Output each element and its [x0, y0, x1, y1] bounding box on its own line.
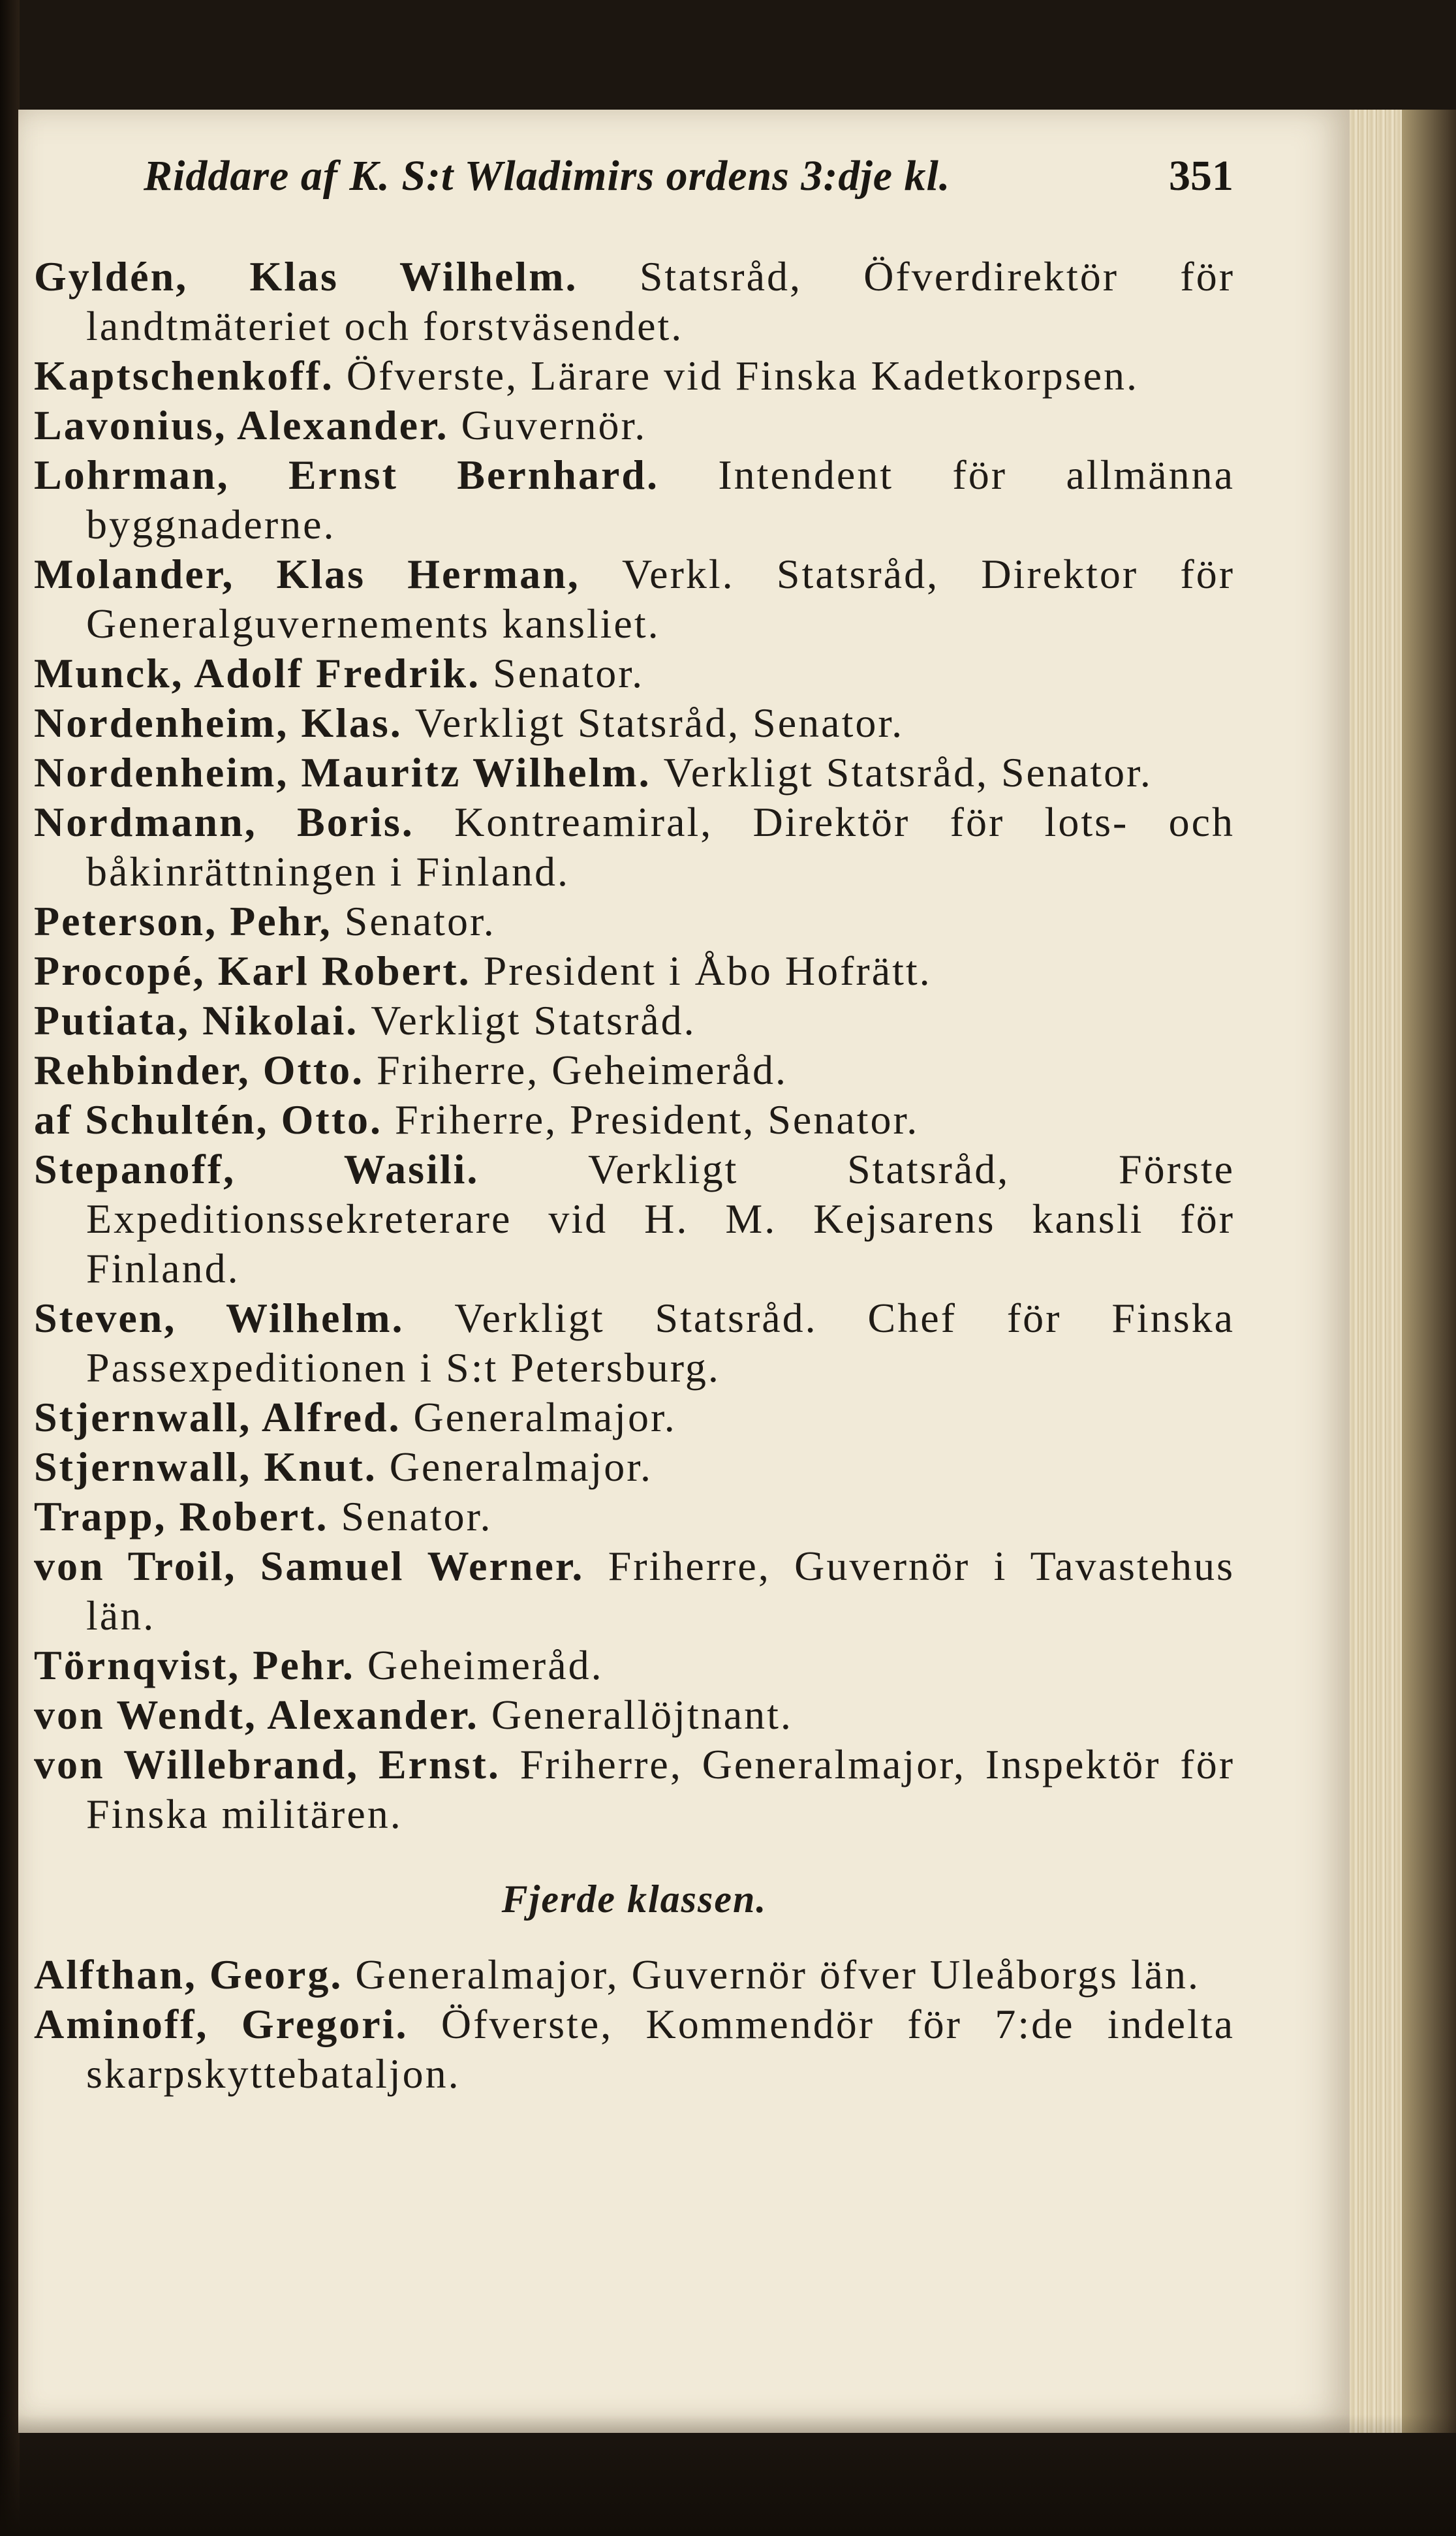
entry-description: Senator. — [493, 650, 645, 696]
entry-name: Nordenheim, Klas. — [34, 700, 403, 746]
entry-description: Öfverste, Lärare vid Finska Kadetkorpsen. — [346, 352, 1139, 399]
entry — [34, 1950, 1235, 2000]
entry-description: Guvernör. — [461, 402, 647, 448]
entry-name: Putiata, Nikolai. — [34, 997, 359, 1044]
entry — [34, 1541, 1235, 1641]
entry-description: Verkligt Statsråd, Senator. — [663, 749, 1153, 796]
entry-description: Friherre, Geheimeråd. — [377, 1047, 788, 1093]
entry-name: Törnqvist, Pehr. — [34, 1642, 355, 1688]
entry-description: Statsråd, Öfverdirektör för landtmäteriet och forstväsendet. — [86, 253, 1235, 349]
entry-description: Verkligt Statsråd, Förste Expeditionssekreterare vid H. M. Kejsarens kansli för Finland. — [86, 1146, 1235, 1291]
entry-name: Lohrman, Ernst Bernhard. — [34, 452, 659, 498]
entry-name: Kaptschenkoff. — [34, 352, 334, 399]
scan-border-left — [0, 0, 20, 2536]
entry-name: Peterson, Pehr, — [34, 898, 332, 944]
entry-description: Kontreamiral, Direktör för lots- och båkinrättningen i Finland. — [86, 799, 1235, 895]
entry — [34, 1442, 1235, 1492]
entry-description: President i Åbo Hofrätt. — [483, 948, 932, 994]
entry-name: Alfthan, Georg. — [34, 1951, 343, 1998]
entry — [34, 1740, 1235, 1839]
entry-description: Friherre, Guvernör i Tavastehus län. — [86, 1543, 1235, 1639]
entry — [34, 897, 1235, 946]
entry — [34, 549, 1235, 649]
entry-name: Rehbinder, Otto. — [34, 1047, 365, 1093]
entry — [34, 2000, 1235, 2099]
section-heading: Fjerde klassen. — [501, 1878, 767, 1921]
entry-name: Molander, Klas Herman, — [34, 551, 580, 597]
entry-name: Nordenheim, Mauritz Wilhelm. — [34, 749, 651, 796]
entry-description: Verkligt Statsråd. — [371, 997, 696, 1044]
entry — [34, 252, 1235, 351]
entry-description: Senator. — [341, 1493, 493, 1539]
entry — [34, 351, 1235, 401]
entry — [34, 797, 1235, 897]
running-head — [144, 151, 1233, 210]
entry-name: Trapp, Robert. — [34, 1493, 329, 1539]
entry-name: Stjernwall, Alfred. — [34, 1394, 401, 1440]
entry — [34, 1690, 1235, 1740]
entry-description: Generalmajor. — [413, 1394, 677, 1440]
running-head-title: Riddare af K. S:t Wladimirs ordens 3:dje kl. — [144, 152, 951, 200]
entry — [34, 1145, 1235, 1293]
entry — [34, 1393, 1235, 1442]
entry — [34, 450, 1235, 549]
book-spine-shadow — [1402, 110, 1456, 2433]
entry-name: Lavonius, Alexander. — [34, 402, 449, 448]
entry-name: Nordmann, Boris. — [34, 799, 414, 845]
entry-description: Senator. — [344, 898, 496, 944]
entry-list — [34, 252, 1235, 2099]
entry-name: Procopé, Karl Robert. — [34, 948, 471, 994]
entry-name: Gyldén, Klas Wilhelm. — [34, 253, 578, 300]
entry-description: Generalmajor. — [389, 1444, 653, 1490]
entry-name: Aminoff, Gregori. — [34, 2001, 409, 2047]
entry-description: Friherre, President, Senator. — [395, 1096, 920, 1143]
entry-description: Friherre, Generalmajor, Inspektör för Finska militären. — [86, 1741, 1235, 1837]
entry — [34, 698, 1235, 748]
entry-name: Munck, Adolf Fredrik. — [34, 650, 481, 696]
entry-name: von Troil, Samuel Werner. — [34, 1543, 585, 1589]
entry-description: Generalmajor, Guvernör öfver Uleåborgs län. — [355, 1951, 1200, 1998]
entry-description: Öfverste, Kommendör för 7:de indelta skarpskyttebataljon. — [86, 2001, 1235, 2097]
entry-description: Intendent för allmänna byggnaderne. — [86, 452, 1235, 548]
entry-description: Verkligt Statsråd. Chef för Finska Passexpeditionen i S:t Petersburg. — [86, 1295, 1235, 1391]
entry-name: Steven, Wilhelm. — [34, 1295, 405, 1341]
entry — [34, 946, 1235, 996]
entry-description: Generallöjtnant. — [491, 1692, 793, 1738]
entry — [34, 748, 1235, 797]
page-number: 351 — [1169, 152, 1233, 200]
entry — [34, 996, 1235, 1045]
entry — [34, 1095, 1235, 1145]
entry — [34, 1492, 1235, 1541]
entry — [34, 649, 1235, 698]
page-edges — [1350, 110, 1402, 2433]
entry-name: von Wendt, Alexander. — [34, 1692, 479, 1738]
entry — [34, 1045, 1235, 1095]
entry-description: Verkl. Statsråd, Direktor för Generalguvernements kansliet. — [86, 551, 1235, 647]
entry-description: Geheimeråd. — [367, 1642, 604, 1688]
entry-name: von Willebrand, Ernst. — [34, 1741, 501, 1787]
scan-border-bottom — [0, 2415, 1456, 2536]
entry-description: Verkligt Statsråd, Senator. — [414, 700, 905, 746]
entry-name: Stjernwall, Knut. — [34, 1444, 377, 1490]
entry-name: Stepanoff, Wasili. — [34, 1146, 480, 1192]
entry — [34, 401, 1235, 450]
entry — [34, 1641, 1235, 1690]
entry — [34, 1293, 1235, 1393]
entry-name: af Schultén, Otto. — [34, 1096, 382, 1143]
